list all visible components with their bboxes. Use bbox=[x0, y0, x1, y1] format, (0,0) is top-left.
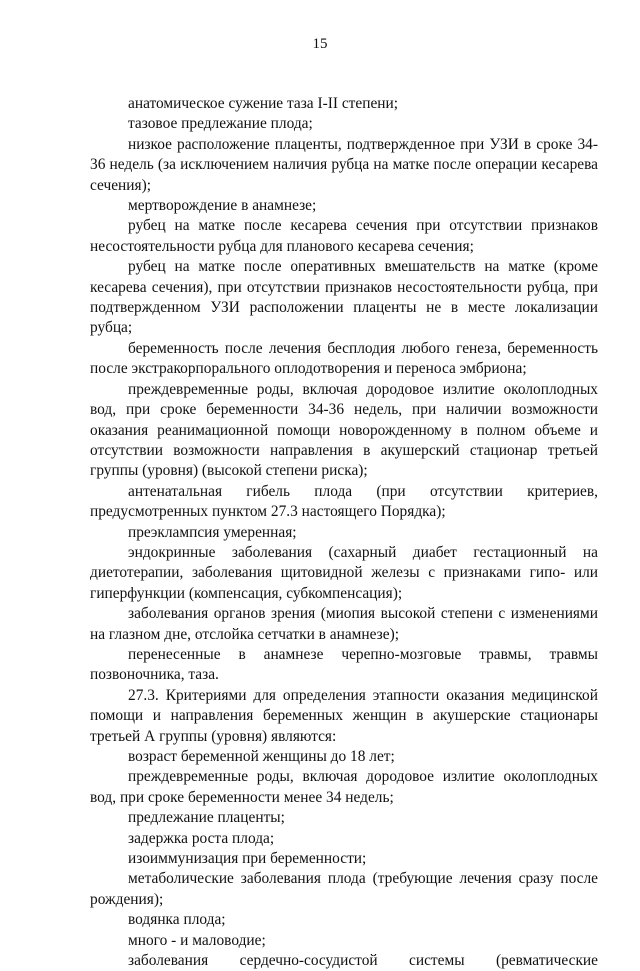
paragraph: анатомическое сужение таза I-II степени; bbox=[128, 95, 399, 112]
paragraph-continued: заболевания сердечно-сосудистой системы (ревматические bbox=[128, 952, 598, 970]
paragraph: много - и маловодие; bbox=[128, 931, 266, 949]
paragraph: преждевременные роды, включая дородовое излитие околоплодных вод, при сроке беременности 34-36 недель, при наличии возможности оказания реанимационной помощи новорожденному в полном объеме и отсутствии возможности направления в акушерский стационар третьей группы (уровня) (высокой степени риска); bbox=[90, 380, 598, 480]
paragraph: возраст беременной женщины до 18 лет; bbox=[128, 748, 395, 765]
paragraph: рубец на матке после кесарева сечения при отсутствии признаков несостоятельности рубца для планового кесарева сечения; bbox=[90, 217, 598, 255]
paragraph: метаболические заболевания плода (требующие лечения сразу после рождения); bbox=[90, 870, 598, 908]
paragraph: тазовое предлежание плода; bbox=[128, 115, 313, 133]
paragraph: беременность после лечения бесплодия любого генеза, беременность после экстракорпорального оплодотворения и переноса эмбриона; bbox=[90, 339, 598, 378]
paragraph: перенесенные в анамнезе черепно-мозговые травмы, травмы позвоночника, таза. bbox=[90, 645, 598, 684]
paragraph: задержка роста плода; bbox=[128, 829, 275, 847]
paragraph: рубец на матке после оперативных вмешательств на матке (кроме кесарева сечения), при отсутствии признаков несостоятельности рубца, при подтвержденном УЗИ расположении плаценты не в месте локализации рубца; bbox=[90, 258, 598, 337]
paragraph: преждевременные роды, включая дородовое излитие околоплодных вод, при сроке беременности менее 34 недель; bbox=[90, 768, 598, 806]
document-body bbox=[90, 94, 598, 971]
paragraph: низкое расположение плаценты, подтвержденное при УЗИ в сроке 34-36 недель (за исключением наличия рубца на матке после операции кесарева сечения); bbox=[90, 135, 598, 194]
section-paragraph: 27.3. Критериями для определения этапности оказания медицинской помощи и направления беременных женщин в акушерские стационары третьей А группы (уровня) являются: bbox=[90, 686, 598, 745]
paragraph: предлежание плаценты; bbox=[128, 809, 285, 827]
page-number: 15 bbox=[312, 36, 328, 52]
paragraph: мертворождение в анамнезе; bbox=[128, 197, 317, 215]
paragraph: изоиммунизация при беременности; bbox=[128, 850, 367, 868]
paragraph: преэклампсия умеренная; bbox=[128, 523, 297, 541]
paragraph: водянка плода; bbox=[128, 911, 226, 929]
paragraph: заболевания органов зрения (миопия высокой степени с изменениями на глазном дне, отслойка сетчатки в анамнезе); bbox=[90, 605, 598, 643]
paragraph: антенатальная гибель плода (при отсутствии критериев, предусмотренных пунктом 27.3 настоящего Порядка); bbox=[90, 482, 598, 521]
paragraph: эндокринные заболевания (сахарный диабет гестационный на диетотерапии, заболевания щитовидной железы с признаками гипо- или гиперфункции (компенсация, субкомпенсация); bbox=[90, 543, 598, 602]
